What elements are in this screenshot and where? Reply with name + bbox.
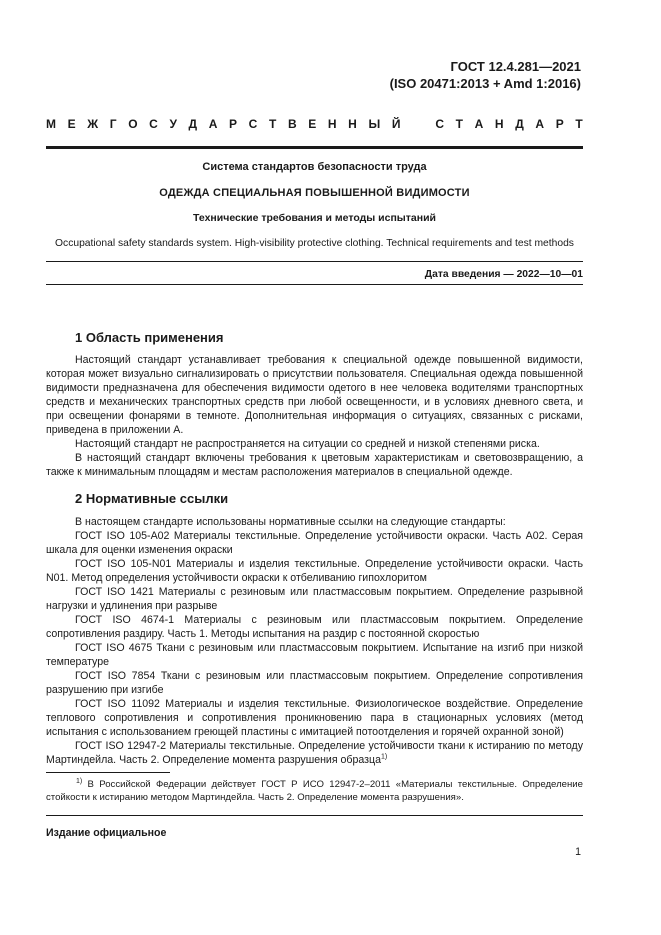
reference: ГОСТ ISO 105-N01 Материалы и изделия текстильные. Определение устойчивости окраски. Часть N01. Метод определения устойчивости окраски к отбеливанию гипохлоритом: [46, 558, 583, 584]
gost-number: ГОСТ 12.4.281—2021: [450, 59, 581, 74]
banner-letter: У: [169, 117, 177, 131]
section-2-body: [46, 515, 583, 767]
paragraph: Настоящий стандарт не распространяется на ситуации со средней и низкой степенями риска.: [75, 438, 540, 450]
banner-letter: Р: [229, 117, 238, 131]
reference: ГОСТ ISO 7854 Ткани с резиновым или пластмассовым покрытием. Определение сопротивления разрушению при изгибе: [46, 670, 583, 696]
banner-letter: Й: [391, 117, 401, 131]
effective-date: Дата введения — 2022—10—01: [424, 269, 583, 280]
reference: ГОСТ ISO 4674-1 Материалы с резиновым или пластмассовым покрытием. Определение сопротивления раздиру. Часть 1. Методы испытания на раздир с постоянной скоростью: [46, 614, 583, 640]
reference: ГОСТ ISO 105-A02 Материалы текстильные. Определение устойчивости окраски. Часть A02. Серая шкала для оценки изменения окраски: [46, 530, 583, 556]
banner-letter: О: [128, 117, 138, 131]
banner-letter: Г: [109, 117, 117, 131]
date-rule: [46, 284, 583, 285]
banner-letter: С: [435, 117, 445, 131]
banner-letter: Ж: [87, 117, 99, 131]
reference: ГОСТ ISO 4675 Ткани с резиновым или пластмассовым покрытием. Испытание на изгиб при низкой температуре: [46, 642, 583, 668]
banner-letter: А: [474, 117, 484, 131]
banner-letter: Н: [494, 117, 504, 131]
banner-letter: Н: [327, 117, 337, 131]
section-1-body: [46, 353, 583, 479]
banner-letter: С: [248, 117, 258, 131]
system-title: Система стандартов безопасности труда: [202, 161, 427, 173]
footnote-text: В Российской Федерации действует ГОСТ Р ИСО 12947-2–2011 «Материалы текстильные. Определение стойкости к истиранию методом Мартиндейла. Часть 2. Определение момента разрушения».: [46, 779, 583, 803]
section-2-heading: 2 Нормативные ссылки: [75, 491, 229, 506]
document-title: ОДЕЖДА СПЕЦИАЛЬНАЯ ПОВЫШЕННОЙ ВИДИМОСТИ: [159, 187, 470, 199]
banner-letter: Т: [575, 117, 583, 131]
footnote: [46, 778, 583, 804]
banner-letter: В: [287, 117, 297, 131]
footnote-rule: [46, 772, 170, 773]
banner-letter: С: [149, 117, 158, 131]
standard-code: [390, 58, 581, 92]
paragraph: Настоящий стандарт устанавливает требования к специальной одежде повышенной видимости, которая может визуально сигнализировать о присутствии пользователя. Специальная одежда повышенной видимости предназначена для обеспечения видимости одетого в нее человека водителями транспортных средств и механических транспортных средств при любой освещенности, и в условиях дневного света, и при освещении фонарями в темноте. Дополнительная информация о ситуациях, связанных с рисками, приведена в приложении А.: [46, 354, 583, 436]
paragraph: В настоящем стандарте использованы нормативные ссылки на следующие стандарты:: [75, 516, 506, 528]
official-edition: Издание официальное: [46, 827, 167, 839]
english-title: Occupational safety standards system. High-visibility protective clothing. Technical requirements and test methods: [55, 238, 574, 249]
iso-number: (ISO 20471:2013 + Amd 1:2016): [389, 76, 581, 91]
reference: ГОСТ ISO 1421 Материалы с резиновым или пластмассовым покрытием. Определение разрывной нагрузки и удлинения при разрыве: [46, 586, 583, 612]
banner-letter: Т: [455, 117, 463, 131]
banner-letter: А: [535, 117, 545, 131]
standard-banner: [46, 117, 583, 131]
footer-rule: [46, 815, 583, 816]
reference: ГОСТ ISO 11092 Материалы и изделия текстильные. Физиологическое воздействие. Определение теплового сопротивления и сопротивления проникновению пара в стационарных условиях (метод испытания с использованием греющей пластины с имитацией потоотделения и горячей охранной зоной): [46, 698, 583, 738]
reference: [46, 739, 583, 767]
paragraph: В настоящий стандарт включены требования к цветовым характеристикам и световозвращению, а также к минимальным площадям и местам расположения материалов в специальной одежде.: [46, 452, 583, 478]
banner-letter: Ы: [368, 117, 381, 131]
banner-letter: Д: [515, 117, 524, 131]
banner-letter: М: [46, 117, 56, 131]
banner-letter: Д: [188, 117, 198, 131]
banner-letter: Е: [67, 117, 76, 131]
footnote-mark: 1): [76, 777, 83, 785]
banner-rule: [46, 146, 583, 149]
banner-letter: Т: [268, 117, 277, 131]
banner-letter: Н: [348, 117, 357, 131]
banner-letter: Е: [308, 117, 317, 131]
footnote-ref[interactable]: 1): [380, 753, 388, 761]
document-subtitle: Технические требования и методы испытаний: [193, 212, 436, 224]
title-rule: [46, 261, 583, 262]
section-1-heading: 1 Область применения: [75, 330, 224, 345]
banner-letter: А: [208, 117, 218, 131]
reference-text: ГОСТ ISO 12947-2 Материалы текстильные. Определение устойчивости ткани к истиранию по методу Мартиндейла. Часть 2. Определение момента разрушения образца: [46, 740, 583, 766]
page-number: 1: [575, 846, 581, 858]
banner-letter: Р: [555, 117, 564, 131]
